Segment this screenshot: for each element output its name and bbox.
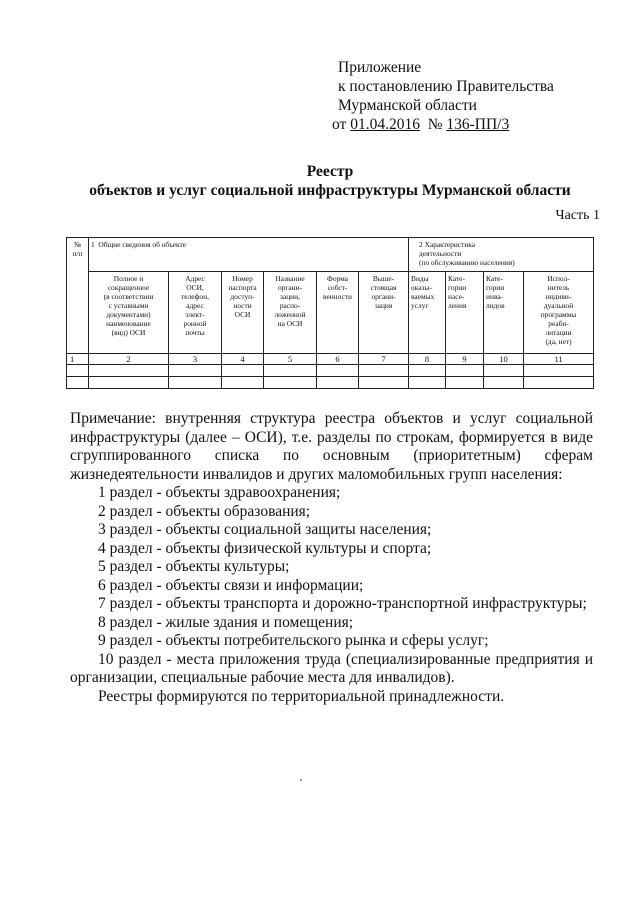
list-item: 2 раздел - объекты образования; bbox=[98, 502, 311, 520]
appendix-date-line bbox=[332, 115, 618, 134]
resolution-date: 01.04.2016 bbox=[350, 116, 420, 133]
list-item-end: организации, специальные рабочие места для инвалидов). bbox=[70, 669, 455, 686]
col-num: 2 bbox=[89, 354, 169, 365]
col-num: 5 bbox=[264, 354, 317, 365]
header-population-categories: Кате- гории насе- ления bbox=[446, 272, 484, 354]
col-num: 3 bbox=[169, 354, 222, 365]
header-organization-name: Название органи- зации, распо- ложенной на ОСИ bbox=[264, 272, 317, 354]
list-item: 1 раздел - объекты здравоохранения; bbox=[98, 484, 341, 501]
list-item: 6 раздел - объекты связи и информации; bbox=[98, 576, 364, 594]
document-subtitle: объектов и услуг социальной инфраструктуры Мурманской области bbox=[89, 182, 571, 199]
list-item: 9 раздел - объекты потребительского рынка и сферы услуг; bbox=[98, 632, 489, 649]
resolution-number: 136-ПП/3 bbox=[446, 116, 510, 133]
col-num: 7 bbox=[359, 354, 409, 365]
list-item: 10 раздел - места приложения труда (специализированные предприятия и bbox=[98, 650, 593, 668]
note-intro: Примечание: внутренняя структура реестра объектов и услуг социальной инфраструктуры (далее – ОСИ), т.е. разделы по строкам, формируется в виде сгруппированного списка по основным (приоритетным) сферам bbox=[70, 410, 593, 464]
col-num: 8 bbox=[409, 354, 446, 365]
list-item: 3 раздел - объекты социальной защиты населения; bbox=[98, 521, 432, 538]
list-item: 7 раздел - объекты транспорта и дорожно-транспортной инфраструктуры; bbox=[98, 595, 587, 612]
header-full-name: Полное и сокращенное (в соответствии с уставными документами) наименование (вид) ОСИ bbox=[89, 272, 169, 354]
document-title: Реестр bbox=[306, 163, 354, 180]
column-number-row bbox=[67, 354, 594, 365]
col-num: 9 bbox=[446, 354, 484, 365]
note-intro-end: жизнедеятельности инвалидов и других маломобильных групп населения: bbox=[70, 465, 563, 483]
note-final: Реестры формируются по территориальной принадлежности. bbox=[98, 687, 505, 705]
col-num: 10 bbox=[484, 354, 524, 365]
date-prefix: от bbox=[332, 116, 351, 133]
header-rehab-program: Испол- нитель индиви- дуальной программы реаби- литации (да, нет) bbox=[524, 272, 594, 354]
col-num: 11 bbox=[524, 354, 594, 365]
header-address: Адрес ОСИ, телефон, адрес элект- ронной почты bbox=[169, 272, 222, 354]
col-num: 1 bbox=[67, 354, 89, 365]
appendix-block bbox=[332, 58, 618, 134]
note-block bbox=[70, 410, 593, 706]
table-row bbox=[67, 365, 594, 377]
part-label: Часть 1 bbox=[555, 208, 600, 223]
col-num: 4 bbox=[222, 354, 264, 365]
list-item: 8 раздел - жилые здания и помещения; bbox=[98, 613, 354, 631]
header-service-types: Виды оказы- ваемых услуг bbox=[409, 272, 446, 354]
header-ownership-form: Форма собст- венности bbox=[317, 272, 359, 354]
header-row-number: № п/п bbox=[67, 238, 89, 354]
header-group-general: 1 Общие сведения об объекте bbox=[89, 238, 409, 272]
list-item: 5 раздел - объекты культуры; bbox=[98, 558, 290, 575]
header-group-activity: 2 Характеристика деятельности (по обслуживанию населения) bbox=[409, 238, 594, 272]
header-parent-organization: Выше- стоящая органи- зация bbox=[359, 272, 409, 354]
table-row bbox=[67, 377, 594, 389]
appendix-region: Мурманской области bbox=[338, 97, 477, 114]
number-prefix: № bbox=[427, 116, 447, 133]
appendix-title: Приложение bbox=[338, 59, 422, 76]
appendix-resolution: к постановлению Правительства bbox=[338, 78, 554, 95]
col-num: 6 bbox=[317, 354, 359, 365]
registry-table bbox=[66, 237, 594, 389]
header-passport-number: Номер паспорта доступ- ности ОСИ bbox=[222, 272, 264, 354]
list-item: 4 раздел - объекты физической культуры и спорта; bbox=[98, 539, 432, 557]
scan-speck bbox=[300, 779, 302, 781]
header-disability-categories: Кате- гории инва- лидов bbox=[484, 272, 524, 354]
